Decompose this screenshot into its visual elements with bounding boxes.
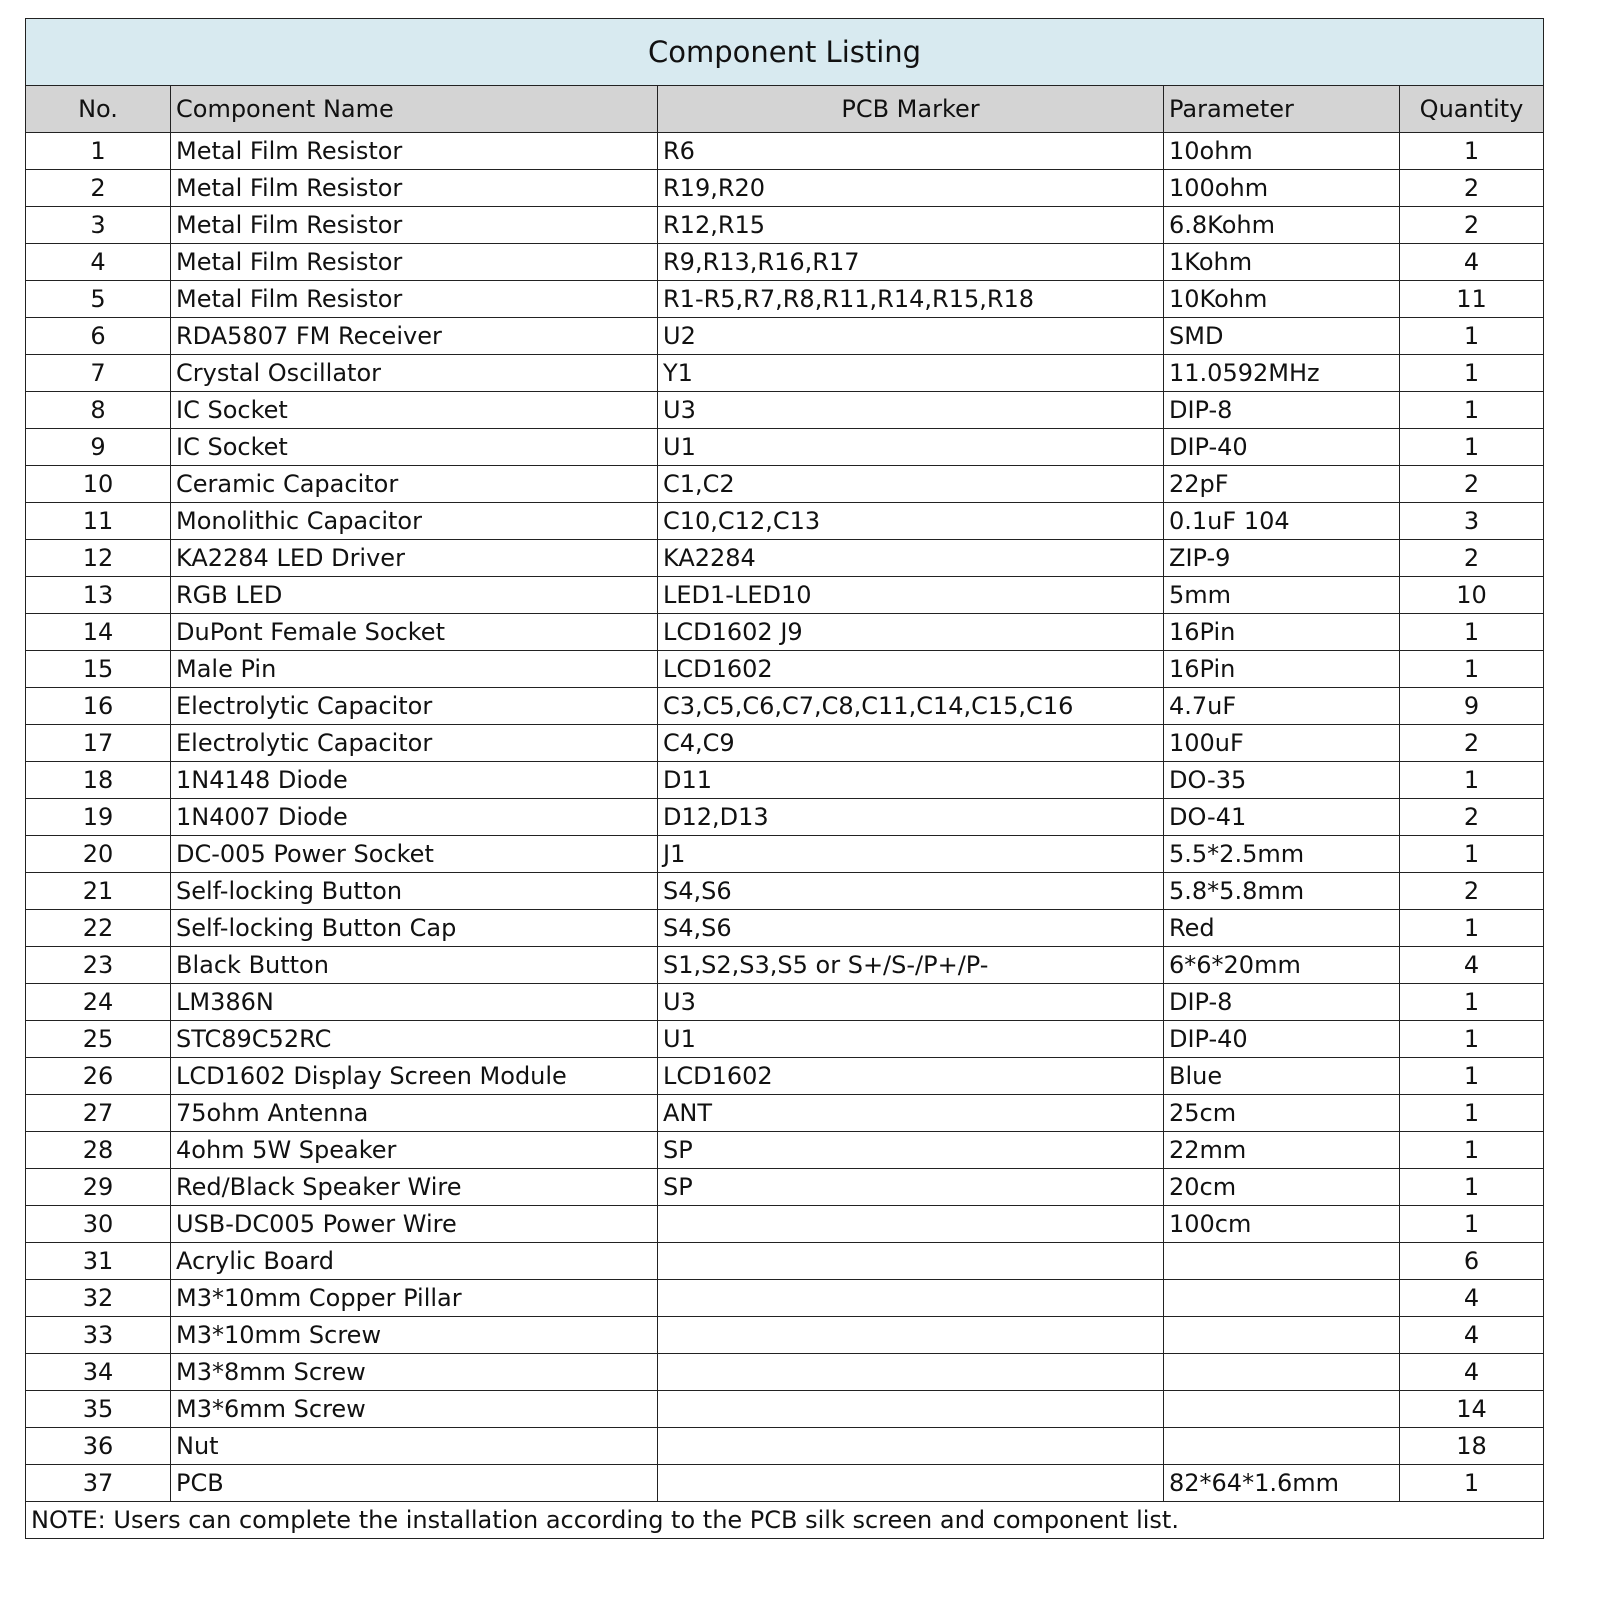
cell-pcb-marker: LED1-LED10 xyxy=(658,577,1164,614)
cell-pcb-marker: S1,S2,S3,S5 or S+/S-/P+/P- xyxy=(658,947,1164,984)
cell-parameter: 5.8*5.8mm xyxy=(1164,873,1400,910)
table-row xyxy=(26,1317,1544,1354)
col-header-parameter: Parameter xyxy=(1164,86,1400,133)
cell-parameter: 82*64*1.6mm xyxy=(1164,1465,1400,1502)
cell-no: 9 xyxy=(26,429,171,466)
cell-pcb-marker xyxy=(658,1391,1164,1428)
col-header-marker: PCB Marker xyxy=(658,86,1164,133)
cell-pcb-marker: R6 xyxy=(658,133,1164,170)
cell-quantity: 2 xyxy=(1400,799,1544,836)
cell-no: 14 xyxy=(26,614,171,651)
cell-quantity: 9 xyxy=(1400,688,1544,725)
cell-no: 36 xyxy=(26,1428,171,1465)
table-row xyxy=(26,873,1544,910)
cell-parameter: DIP-8 xyxy=(1164,392,1400,429)
cell-parameter: 20cm xyxy=(1164,1169,1400,1206)
cell-parameter: 100uF xyxy=(1164,725,1400,762)
cell-no: 23 xyxy=(26,947,171,984)
cell-pcb-marker: U3 xyxy=(658,984,1164,1021)
cell-pcb-marker: SP xyxy=(658,1169,1164,1206)
cell-parameter: 4.7uF xyxy=(1164,688,1400,725)
header-row xyxy=(26,86,1544,133)
cell-pcb-marker xyxy=(658,1465,1164,1502)
component-listing-sheet xyxy=(25,18,1543,1539)
cell-pcb-marker xyxy=(658,1354,1164,1391)
cell-parameter: 100cm xyxy=(1164,1206,1400,1243)
cell-quantity: 4 xyxy=(1400,947,1544,984)
cell-quantity: 1 xyxy=(1400,429,1544,466)
cell-no: 6 xyxy=(26,318,171,355)
cell-parameter: SMD xyxy=(1164,318,1400,355)
cell-pcb-marker: S4,S6 xyxy=(658,910,1164,947)
table-row xyxy=(26,910,1544,947)
cell-component-name: Metal Film Resistor xyxy=(171,133,658,170)
cell-no: 27 xyxy=(26,1095,171,1132)
table-row xyxy=(26,429,1544,466)
cell-quantity: 2 xyxy=(1400,466,1544,503)
cell-no: 21 xyxy=(26,873,171,910)
cell-no: 35 xyxy=(26,1391,171,1428)
cell-parameter: 6.8Kohm xyxy=(1164,207,1400,244)
table-row xyxy=(26,1391,1544,1428)
cell-no: 10 xyxy=(26,466,171,503)
table-row xyxy=(26,207,1544,244)
table-row xyxy=(26,984,1544,1021)
table-row xyxy=(26,318,1544,355)
cell-parameter: Red xyxy=(1164,910,1400,947)
cell-parameter: DIP-8 xyxy=(1164,984,1400,1021)
cell-no: 20 xyxy=(26,836,171,873)
cell-component-name: IC Socket xyxy=(171,392,658,429)
component-table xyxy=(25,18,1544,1539)
cell-pcb-marker: KA2284 xyxy=(658,540,1164,577)
cell-quantity: 1 xyxy=(1400,910,1544,947)
cell-quantity: 2 xyxy=(1400,170,1544,207)
cell-pcb-marker: C3,C5,C6,C7,C8,C11,C14,C15,C16 xyxy=(658,688,1164,725)
table-row xyxy=(26,1058,1544,1095)
cell-quantity: 18 xyxy=(1400,1428,1544,1465)
cell-pcb-marker: C1,C2 xyxy=(658,466,1164,503)
table-title: Component Listing xyxy=(26,19,1544,86)
table-row xyxy=(26,799,1544,836)
table-row xyxy=(26,1354,1544,1391)
cell-no: 32 xyxy=(26,1280,171,1317)
cell-quantity: 10 xyxy=(1400,577,1544,614)
cell-quantity: 2 xyxy=(1400,207,1544,244)
cell-pcb-marker xyxy=(658,1280,1164,1317)
cell-no: 28 xyxy=(26,1132,171,1169)
cell-parameter: 5.5*2.5mm xyxy=(1164,836,1400,873)
cell-component-name: Metal Film Resistor xyxy=(171,170,658,207)
cell-component-name: KA2284 LED Driver xyxy=(171,540,658,577)
cell-pcb-marker: LCD1602 xyxy=(658,651,1164,688)
cell-no: 31 xyxy=(26,1243,171,1280)
cell-pcb-marker: U1 xyxy=(658,1021,1164,1058)
cell-pcb-marker: D12,D13 xyxy=(658,799,1164,836)
cell-no: 2 xyxy=(26,170,171,207)
cell-parameter: 22mm xyxy=(1164,1132,1400,1169)
cell-no: 13 xyxy=(26,577,171,614)
cell-pcb-marker: Y1 xyxy=(658,355,1164,392)
cell-quantity: 2 xyxy=(1400,540,1544,577)
cell-quantity: 2 xyxy=(1400,725,1544,762)
cell-component-name: Ceramic Capacitor xyxy=(171,466,658,503)
cell-no: 25 xyxy=(26,1021,171,1058)
cell-component-name: LCD1602 Display Screen Module xyxy=(171,1058,658,1095)
cell-quantity: 1 xyxy=(1400,984,1544,1021)
table-row xyxy=(26,1169,1544,1206)
cell-no: 3 xyxy=(26,207,171,244)
cell-quantity: 1 xyxy=(1400,1169,1544,1206)
cell-pcb-marker xyxy=(658,1243,1164,1280)
cell-quantity: 1 xyxy=(1400,1021,1544,1058)
cell-component-name: LM386N xyxy=(171,984,658,1021)
cell-parameter: 16Pin xyxy=(1164,614,1400,651)
cell-parameter xyxy=(1164,1243,1400,1280)
cell-component-name: DuPont Female Socket xyxy=(171,614,658,651)
cell-component-name: Male Pin xyxy=(171,651,658,688)
table-row xyxy=(26,1465,1544,1502)
table-row xyxy=(26,688,1544,725)
cell-component-name: Self-locking Button Cap xyxy=(171,910,658,947)
cell-parameter xyxy=(1164,1280,1400,1317)
cell-parameter: 10Kohm xyxy=(1164,281,1400,318)
cell-component-name: Nut xyxy=(171,1428,658,1465)
cell-parameter: 100ohm xyxy=(1164,170,1400,207)
cell-no: 29 xyxy=(26,1169,171,1206)
cell-no: 17 xyxy=(26,725,171,762)
cell-component-name: RGB LED xyxy=(171,577,658,614)
cell-parameter: DIP-40 xyxy=(1164,1021,1400,1058)
cell-component-name: DC-005 Power Socket xyxy=(171,836,658,873)
cell-pcb-marker: LCD1602 xyxy=(658,1058,1164,1095)
cell-component-name: Metal Film Resistor xyxy=(171,244,658,281)
note-text: NOTE: Users can complete the installation according to the PCB silk screen and component list. xyxy=(26,1502,1544,1539)
note-row xyxy=(26,1502,1544,1539)
table-row xyxy=(26,651,1544,688)
table-row xyxy=(26,1095,1544,1132)
cell-parameter: 22pF xyxy=(1164,466,1400,503)
cell-no: 4 xyxy=(26,244,171,281)
table-row xyxy=(26,540,1544,577)
cell-no: 37 xyxy=(26,1465,171,1502)
cell-component-name: Black Button xyxy=(171,947,658,984)
cell-component-name: Crystal Oscillator xyxy=(171,355,658,392)
cell-quantity: 1 xyxy=(1400,392,1544,429)
cell-quantity: 1 xyxy=(1400,614,1544,651)
cell-parameter: 10ohm xyxy=(1164,133,1400,170)
cell-component-name: Metal Film Resistor xyxy=(171,207,658,244)
cell-no: 34 xyxy=(26,1354,171,1391)
table-row xyxy=(26,1021,1544,1058)
cell-no: 24 xyxy=(26,984,171,1021)
cell-parameter: DO-41 xyxy=(1164,799,1400,836)
cell-quantity: 1 xyxy=(1400,355,1544,392)
cell-parameter: 6*6*20mm xyxy=(1164,947,1400,984)
col-header-no: No. xyxy=(26,86,171,133)
cell-quantity: 11 xyxy=(1400,281,1544,318)
table-row xyxy=(26,392,1544,429)
cell-pcb-marker: C4,C9 xyxy=(658,725,1164,762)
cell-pcb-marker xyxy=(658,1317,1164,1354)
cell-quantity: 1 xyxy=(1400,1206,1544,1243)
cell-quantity: 1 xyxy=(1400,318,1544,355)
cell-pcb-marker xyxy=(658,1428,1164,1465)
table-row xyxy=(26,836,1544,873)
table-row xyxy=(26,947,1544,984)
cell-no: 15 xyxy=(26,651,171,688)
cell-pcb-marker: U3 xyxy=(658,392,1164,429)
cell-no: 26 xyxy=(26,1058,171,1095)
cell-no: 18 xyxy=(26,762,171,799)
cell-quantity: 4 xyxy=(1400,1280,1544,1317)
cell-parameter: 16Pin xyxy=(1164,651,1400,688)
cell-quantity: 6 xyxy=(1400,1243,1544,1280)
cell-parameter: 5mm xyxy=(1164,577,1400,614)
cell-component-name: IC Socket xyxy=(171,429,658,466)
cell-component-name: PCB xyxy=(171,1465,658,1502)
table-row xyxy=(26,355,1544,392)
cell-pcb-marker: S4,S6 xyxy=(658,873,1164,910)
cell-component-name: Electrolytic Capacitor xyxy=(171,725,658,762)
table-row xyxy=(26,577,1544,614)
col-header-quantity: Quantity xyxy=(1400,86,1544,133)
cell-pcb-marker: U2 xyxy=(658,318,1164,355)
cell-component-name: Acrylic Board xyxy=(171,1243,658,1280)
cell-component-name: 1N4148 Diode xyxy=(171,762,658,799)
cell-no: 5 xyxy=(26,281,171,318)
table-row xyxy=(26,1132,1544,1169)
cell-no: 30 xyxy=(26,1206,171,1243)
cell-quantity: 1 xyxy=(1400,762,1544,799)
table-row xyxy=(26,762,1544,799)
cell-pcb-marker: LCD1602 J9 xyxy=(658,614,1164,651)
table-row xyxy=(26,614,1544,651)
cell-parameter xyxy=(1164,1354,1400,1391)
table-row xyxy=(26,1206,1544,1243)
cell-pcb-marker: R1-R5,R7,R8,R11,R14,R15,R18 xyxy=(658,281,1164,318)
cell-no: 33 xyxy=(26,1317,171,1354)
cell-no: 19 xyxy=(26,799,171,836)
cell-pcb-marker: R9,R13,R16,R17 xyxy=(658,244,1164,281)
cell-component-name: M3*8mm Screw xyxy=(171,1354,658,1391)
table-row xyxy=(26,1280,1544,1317)
cell-component-name: USB-DC005 Power Wire xyxy=(171,1206,658,1243)
title-row xyxy=(26,19,1544,86)
cell-parameter: 0.1uF 104 xyxy=(1164,503,1400,540)
cell-component-name: RDA5807 FM Receiver xyxy=(171,318,658,355)
cell-quantity: 1 xyxy=(1400,133,1544,170)
cell-component-name: Self-locking Button xyxy=(171,873,658,910)
cell-quantity: 1 xyxy=(1400,1095,1544,1132)
cell-pcb-marker: SP xyxy=(658,1132,1164,1169)
col-header-name: Component Name xyxy=(171,86,658,133)
table-row xyxy=(26,281,1544,318)
cell-pcb-marker: ANT xyxy=(658,1095,1164,1132)
cell-component-name: 1N4007 Diode xyxy=(171,799,658,836)
table-body xyxy=(26,133,1544,1502)
cell-pcb-marker: U1 xyxy=(658,429,1164,466)
cell-no: 1 xyxy=(26,133,171,170)
cell-parameter xyxy=(1164,1391,1400,1428)
cell-no: 22 xyxy=(26,910,171,947)
table-row xyxy=(26,503,1544,540)
cell-parameter: ZIP-9 xyxy=(1164,540,1400,577)
cell-parameter xyxy=(1164,1428,1400,1465)
cell-pcb-marker: J1 xyxy=(658,836,1164,873)
table-row xyxy=(26,170,1544,207)
cell-no: 12 xyxy=(26,540,171,577)
cell-parameter: DO-35 xyxy=(1164,762,1400,799)
cell-pcb-marker: C10,C12,C13 xyxy=(658,503,1164,540)
cell-no: 7 xyxy=(26,355,171,392)
cell-parameter: 11.0592MHz xyxy=(1164,355,1400,392)
cell-quantity: 2 xyxy=(1400,873,1544,910)
cell-component-name: M3*10mm Copper Pillar xyxy=(171,1280,658,1317)
cell-no: 16 xyxy=(26,688,171,725)
cell-component-name: Red/Black Speaker Wire xyxy=(171,1169,658,1206)
cell-quantity: 1 xyxy=(1400,1132,1544,1169)
cell-parameter: 1Kohm xyxy=(1164,244,1400,281)
cell-component-name: Electrolytic Capacitor xyxy=(171,688,658,725)
cell-quantity: 4 xyxy=(1400,244,1544,281)
table-row xyxy=(26,466,1544,503)
table-row xyxy=(26,725,1544,762)
cell-quantity: 1 xyxy=(1400,1465,1544,1502)
cell-parameter xyxy=(1164,1317,1400,1354)
table-row xyxy=(26,244,1544,281)
cell-no: 8 xyxy=(26,392,171,429)
cell-parameter: DIP-40 xyxy=(1164,429,1400,466)
cell-quantity: 1 xyxy=(1400,1058,1544,1095)
cell-quantity: 3 xyxy=(1400,503,1544,540)
cell-component-name: M3*10mm Screw xyxy=(171,1317,658,1354)
cell-quantity: 1 xyxy=(1400,836,1544,873)
cell-component-name: STC89C52RC xyxy=(171,1021,658,1058)
cell-quantity: 1 xyxy=(1400,651,1544,688)
table-row xyxy=(26,133,1544,170)
cell-pcb-marker xyxy=(658,1206,1164,1243)
cell-component-name: 4ohm 5W Speaker xyxy=(171,1132,658,1169)
table-row xyxy=(26,1243,1544,1280)
cell-quantity: 4 xyxy=(1400,1317,1544,1354)
table-row xyxy=(26,1428,1544,1465)
cell-component-name: Metal Film Resistor xyxy=(171,281,658,318)
cell-parameter: 25cm xyxy=(1164,1095,1400,1132)
cell-pcb-marker: D11 xyxy=(658,762,1164,799)
cell-component-name: 75ohm Antenna xyxy=(171,1095,658,1132)
cell-parameter: Blue xyxy=(1164,1058,1400,1095)
cell-quantity: 14 xyxy=(1400,1391,1544,1428)
cell-pcb-marker: R12,R15 xyxy=(658,207,1164,244)
cell-no: 11 xyxy=(26,503,171,540)
cell-component-name: Monolithic Capacitor xyxy=(171,503,658,540)
cell-pcb-marker: R19,R20 xyxy=(658,170,1164,207)
cell-component-name: M3*6mm Screw xyxy=(171,1391,658,1428)
cell-quantity: 4 xyxy=(1400,1354,1544,1391)
